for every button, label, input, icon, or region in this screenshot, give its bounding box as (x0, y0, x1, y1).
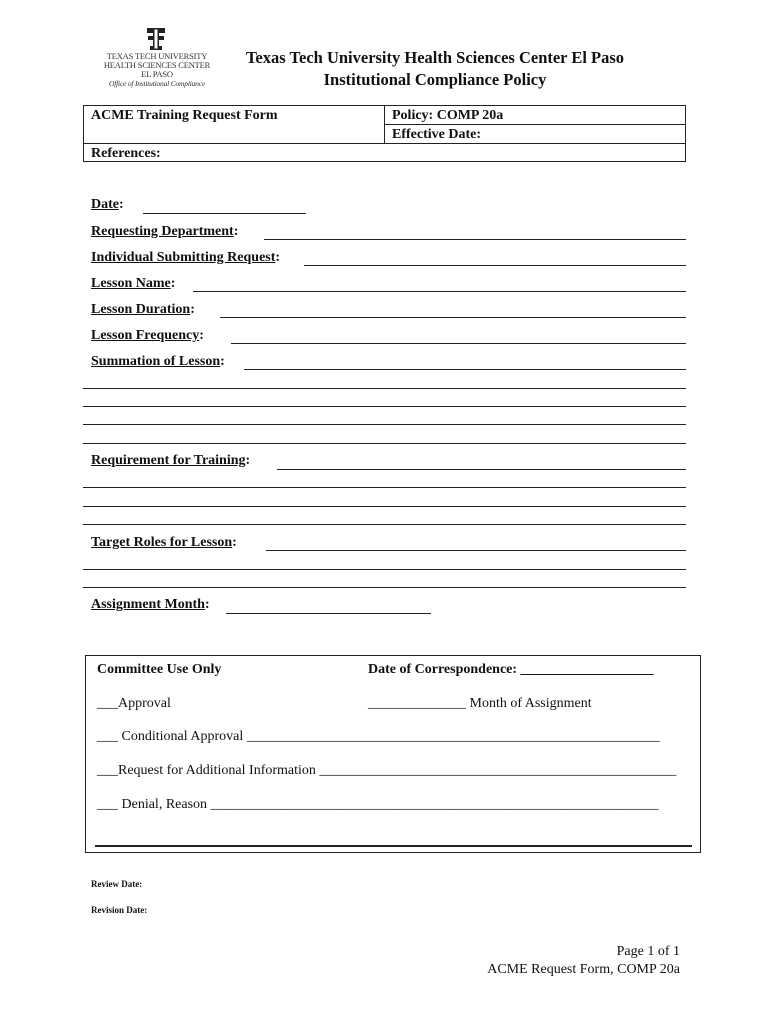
requesting-department-field[interactable] (264, 239, 686, 240)
summation-field[interactable] (83, 424, 686, 425)
summation-label: Summation of Lesson: (91, 354, 225, 369)
date-field[interactable] (143, 213, 306, 214)
date-label: Date: (91, 197, 124, 212)
individual-submitting-label: Individual Submitting Request: (91, 250, 281, 265)
conditional-approval-option[interactable]: ___ Conditional Approval ___________________________________________________________ (97, 729, 660, 744)
logo-line-3: EL PASO (141, 69, 173, 79)
university-logo-text (98, 52, 216, 88)
lesson-name-field[interactable] (193, 291, 686, 292)
logo-line-2: HEALTH SCIENCES CENTER (103, 60, 211, 70)
committee-title: Committee Use Only (97, 662, 222, 677)
requirement-field[interactable] (277, 469, 686, 470)
additional-info-option[interactable]: ___Request for Additional Information ___________________________________________________ (97, 763, 677, 778)
approval-option[interactable]: ___Approval (97, 696, 171, 711)
target-roles-field[interactable] (266, 550, 686, 551)
target-roles-field[interactable] (83, 569, 686, 570)
summation-field[interactable] (83, 443, 686, 444)
summation-field[interactable] (83, 406, 686, 407)
logo-line-4: Office of Institutional Compliance (109, 79, 205, 88)
university-logo-icon (146, 27, 166, 51)
committee-box (85, 655, 701, 853)
target-roles-field[interactable] (83, 587, 686, 588)
lesson-frequency-label: Lesson Frequency: (91, 328, 204, 343)
requirement-field[interactable] (83, 487, 686, 488)
requesting-department-label: Requesting Department: (91, 224, 239, 239)
requirement-field[interactable] (83, 524, 686, 525)
lesson-duration-field[interactable] (220, 317, 686, 318)
logo-line-1: TEXAS TECH UNIVERSITY (106, 51, 208, 61)
page-subtitle: Institutional Compliance Policy (323, 70, 547, 89)
requirement-field[interactable] (83, 506, 686, 507)
lesson-frequency-field[interactable] (231, 343, 686, 344)
requirement-label: Requirement for Training: (91, 453, 251, 468)
policy-number: Policy: COMP 20a (392, 108, 504, 123)
summation-field[interactable] (83, 388, 686, 389)
date-of-correspondence[interactable]: Date of Correspondence: ___________________ (368, 662, 654, 677)
page-number: Page 1 of 1 (616, 944, 680, 959)
form-name: ACME Training Request Form (91, 108, 278, 123)
individual-submitting-field[interactable] (304, 265, 686, 266)
target-roles-label: Target Roles for Lesson: (91, 535, 237, 550)
summation-field[interactable] (244, 369, 686, 370)
committee-bottom-rule (95, 845, 692, 847)
table-divider (384, 124, 686, 125)
page-title: Texas Tech University Health Sciences Center El Paso (245, 48, 625, 67)
month-of-assignment[interactable]: ______________ Month of Assignment (368, 696, 592, 711)
lesson-name-label: Lesson Name: (91, 276, 176, 291)
revision-date: Revision Date: (91, 905, 148, 915)
form-identifier: ACME Request Form, COMP 20a (487, 962, 680, 977)
table-divider (83, 143, 686, 144)
effective-date: Effective Date: (392, 127, 482, 142)
lesson-duration-label: Lesson Duration: (91, 302, 195, 317)
assignment-month-field[interactable] (226, 613, 431, 614)
assignment-month-label: Assignment Month: (91, 597, 210, 612)
review-date: Review Date: (91, 879, 143, 889)
references: References: (91, 146, 161, 161)
denial-option[interactable]: ___ Denial, Reason ________________________________________________________________ (97, 797, 659, 812)
